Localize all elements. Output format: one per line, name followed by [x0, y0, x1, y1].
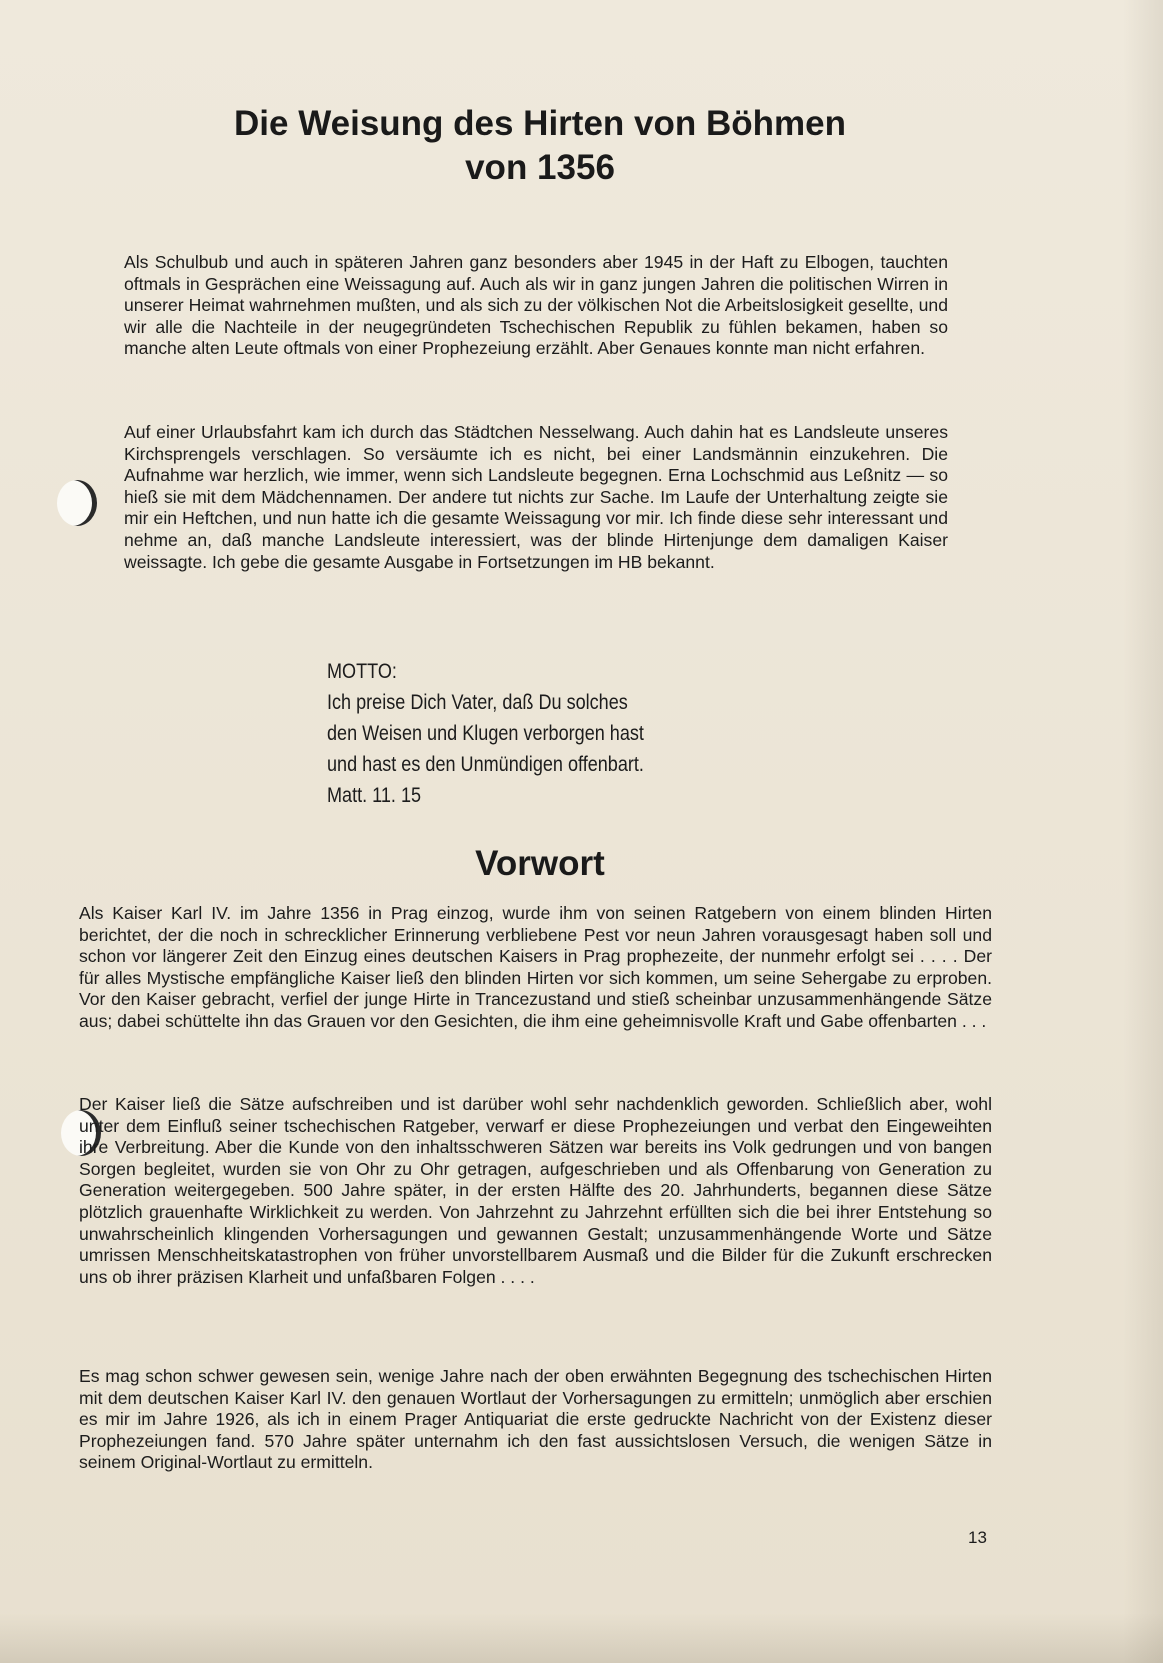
motto-line: den Weisen und Klugen verborgen hast — [327, 722, 644, 745]
page-title-line-2: von 1356 — [465, 148, 615, 187]
motto-reference: Matt. 11. 15 — [327, 784, 422, 807]
section-heading-vorwort: Vorwort — [475, 844, 605, 883]
motto-line: und hast es den Unmündigen offenbart. — [327, 753, 644, 776]
motto-line: Ich preise Dich Vater, daß Du solches — [327, 691, 628, 714]
page-edge-shadow-bottom — [0, 1613, 1163, 1663]
paragraph-intro: Als Schulbub und auch in späteren Jahren ganz besonders aber 1945 in der Haft zu Elbogen, tauchten oftmals in Gesprächen eine Weissagung auf. Auch als wir in ganz jungen Jahren die politischen Wirren in unserer Heimat wahrnehmen mußten, und als sich zu der völkischen Not die Arbeitslosigkeit gesellte, und wir alle die Nachteile in der neugegründeten Tschechischen Republik zu fühlen bekamen, haben so manche alten Leute oftmals von einer Prophezeiung erzählt. Aber Genaues konnte man nicht erfahren. — [124, 252, 948, 359]
paragraph-nesselwang: Auf einer Urlaubsfahrt kam ich durch das Städtchen Nesselwang. Auch dahin hat es Landsleute unseres Kirchsprengels verschlagen. So versäumte ich es nicht, bei einer Landsmännin einzukehren. Die Aufnahme war herzlich, wie immer, wenn sich Landsleute begegnen. Erna Lochschmid aus Leßnitz — so hieß sie mit dem Mädchennamen. Der andere tut nichts zur Sache. Im Laufe der Unterhaltung zeigte sie mir ein Heftchen, und nun hatte ich die gesamte Weissagung vor mir. Ich finde diese sehr interessant und nehme an, daß manche Landsleute interessiert, was der blinde Hirtenjunge dem damaligen Kaiser weissagte. Ich gebe die gesamte Ausgabe in Fortsetzungen im HB bekannt. — [124, 422, 948, 572]
paragraph-vorwort-1: Als Kaiser Karl IV. im Jahre 1356 in Prag einzog, wurde ihm von seinen Ratgebern von einem blinden Hirten berichtet, der die noch in schrecklicher Erinnerung verbliebene Pest vor neun Jahren vorausgesagt haben soll und schon vor längerer Zeit den Einzug eines deutschen Kaisers in Prag prophezeite, der nunmehr erfolgt sei . . . . Der für alles Mystische empfängliche Kaiser ließ den blinden Hirten vor sich kommen, um seine Sehergabe zu erproben. Vor den Kaiser gebracht, verfiel der junge Hirte in Trancezustand und stieß scheinbar unzusammenhängende Sätze aus; dabei schüttelte ihn das Grauen vor den Gesichten, die ihm eine geheimnisvolle Kraft und Gabe offenbarten . . . — [79, 903, 992, 1031]
page-number: 13 — [968, 1528, 987, 1547]
paragraph-vorwort-2: Der Kaiser ließ die Sätze aufschreiben und ist darüber wohl sehr nachdenklich geworden. Schließlich aber, wohl unter dem Einfluß seiner tschechischen Ratgeber, verwarf er diese Prophezeiungen und verbat den Eingeweihten ihre Verbreitung. Aber die Kunde von den inhaltsschweren Sätzen war bereits ins Volk gedrungen und von bangen Sorgen begleitet, wurden sie von Ohr zu Ohr getragen, aufgeschrieben und als Offenbarung von Generation zu Generation weitergegeben. 500 Jahre später, in der ersten Hälfte des 20. Jahrhunderts, begannen diese Sätze plötzlich grauenhafte Wirklichkeit zu werden. Von Jahrzehnt zu Jahrzehnt erfüllten sich die bei ihrer Entstehung so unwahrscheinlich klingenden Vorhersagungen und gewannen Gestalt; unzusammenhängende Worte und Sätze umrissen Menschheitskatastrophen von früher unvorstellbarem Ausmaß und die Bilder für die Zukunft erschrecken uns ob ihrer präzisen Klarheit und unfaßbaren Folgen . . . . — [79, 1094, 992, 1287]
paragraph-vorwort-3: Es mag schon schwer gewesen sein, wenige Jahre nach der oben erwähnten Begegnung des tschechischen Hirten mit dem deutschen Kaiser Karl IV. den genauen Wortlaut der Vorhersagungen zu ermitteln; unmöglich aber erschien es mir im Jahre 1926, als ich in einem Prager Antiquariat die erste gedruckte Nachricht von der Existenz dieser Prophezeiungen fand. 570 Jahre später unternahm ich den fast aussichtslosen Versuch, die wenigen Sätze in seinem Original-Wortlaut zu ermitteln. — [79, 1366, 992, 1473]
page-edge-shadow-right — [1123, 0, 1163, 1663]
motto-label: MOTTO: — [327, 660, 397, 683]
page-title: Die Weisung des Hirten von Böhmen — [234, 104, 846, 143]
motto-block — [327, 656, 644, 811]
punch-hole-icon — [57, 480, 97, 526]
